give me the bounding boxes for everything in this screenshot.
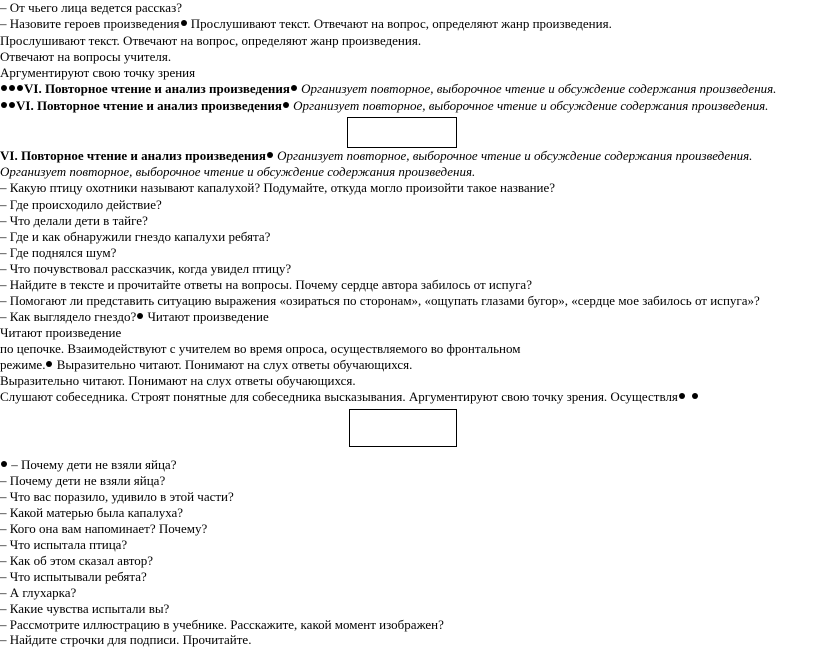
bullet-icon (692, 393, 698, 399)
bullet-icon (46, 361, 52, 367)
text-line (0, 357, 412, 373)
bullet-icon (679, 393, 685, 399)
bullet-icon (267, 152, 273, 158)
empty-frame (349, 409, 457, 447)
section-description: Организует повторное, выборочное чтение и обсуждение содержания произведения. (289, 98, 769, 113)
section-heading-line (0, 148, 752, 164)
question-line: – Что почувствовал рассказчик, когда увидел птицу? (0, 261, 292, 276)
bullet-icon (181, 20, 187, 26)
bullet-icon (1, 85, 7, 91)
question-line: – Найдите в тексте и прочитайте ответы на вопросы. Почему сердце автора забилось от испуга? (0, 277, 532, 292)
text-segment: режиме. (0, 357, 46, 372)
question-line: – Что вас поразило, удивило в этой части? (0, 489, 234, 504)
text-line: Читают произведение (0, 325, 122, 340)
section-heading: VI. Повторное чтение и анализ произведения (16, 98, 282, 113)
question-line: – Где поднялся шум? (0, 245, 117, 260)
section-heading-line (0, 81, 776, 97)
question-line: – Что делали дети в тайге? (0, 213, 148, 228)
question-line: – Рассмотрите иллюстрацию в учебнике. Расскажите, какой момент изображен? (0, 617, 444, 632)
text-line: – От чьего лица ведется рассказ? (0, 0, 182, 15)
text-line: Аргументируют свою точку зрения (0, 65, 196, 80)
bullet-icon (1, 102, 7, 108)
bullet-icon (283, 102, 289, 108)
bullet-icon (9, 85, 15, 91)
bullet-icon (291, 85, 297, 91)
text-segment: Выразительно читают. Понимают на слух ответы обучающихся. (53, 357, 413, 372)
bullet-icon (9, 102, 15, 108)
text-line: Отвечают на вопросы учителя. (0, 49, 172, 64)
question-line (0, 457, 176, 473)
section-description: Организует повторное, выборочное чтение и обсуждение содержания произведения. (297, 81, 777, 96)
text-segment: Прослушивают текст. Отвечают на вопрос, определяют жанр произведения. (187, 16, 612, 31)
empty-frame (347, 117, 457, 148)
section-heading: VI. Повторное чтение и анализ произведения (24, 81, 290, 96)
text-line (0, 16, 612, 32)
section-description: Организует повторное, выборочное чтение и обсуждение содержания произведения. (273, 148, 753, 163)
text-line: Организует повторное, выборочное чтение и обсуждение содержания произведения. (0, 164, 476, 179)
question-line: – Где происходило действие? (0, 197, 162, 212)
bullet-icon (17, 85, 23, 91)
question-line: – Кого она вам напоминает? Почему? (0, 521, 208, 536)
question-line: – Какие чувства испытали вы? (0, 601, 170, 616)
text-segment: – Назовите героев произведения (0, 16, 180, 31)
section-heading-line (0, 98, 768, 114)
text-line: по цепочке. Взаимодействуют с учителем во время опроса, осуществляемого во фронтальном (0, 341, 521, 356)
text-segment: – Почему дети не взяли яйца? (8, 457, 177, 472)
text-line: Выразительно читают. Понимают на слух ответы обучающихся. (0, 373, 356, 388)
question-line: – Что испытывали ребята? (0, 569, 147, 584)
question-line: – Что испытала птица? (0, 537, 128, 552)
bullet-icon (1, 461, 7, 467)
text-line: Прослушивают текст. Отвечают на вопрос, определяют жанр произведения. (0, 33, 422, 48)
question-line: – Помогают ли представить ситуацию выражения «озираться по сторонам», «ощупать глазами бугор», «сердце мое забилось от испуга»? (0, 293, 760, 308)
text-segment: Читают произведение (144, 309, 269, 324)
question-line (0, 309, 269, 325)
text-line (0, 389, 699, 405)
question-line: – Где и как обнаружили гнездо капалухи ребята? (0, 229, 271, 244)
text-segment: Слушают собеседника. Строят понятные для собеседника высказывания. Аргументируют свою точку зрения. Осуществля (0, 389, 678, 404)
question-line: – Какую птицу охотники называют капалухой? Подумайте, откуда могло произойти такое название? (0, 180, 556, 195)
question-line: – Почему дети не взяли яйца? (0, 473, 166, 488)
question-line: – Какой матерью была капалуха? (0, 505, 184, 520)
question-line: – А глухарка? (0, 585, 77, 600)
bullet-icon (137, 313, 143, 319)
question-line: – Как об этом сказал автор? (0, 553, 154, 568)
text-segment: – Как выглядело гнездо? (0, 309, 137, 324)
question-line: – Найдите строчки для подписи. Прочитайте. (0, 632, 252, 647)
section-heading: VI. Повторное чтение и анализ произведения (0, 148, 266, 163)
